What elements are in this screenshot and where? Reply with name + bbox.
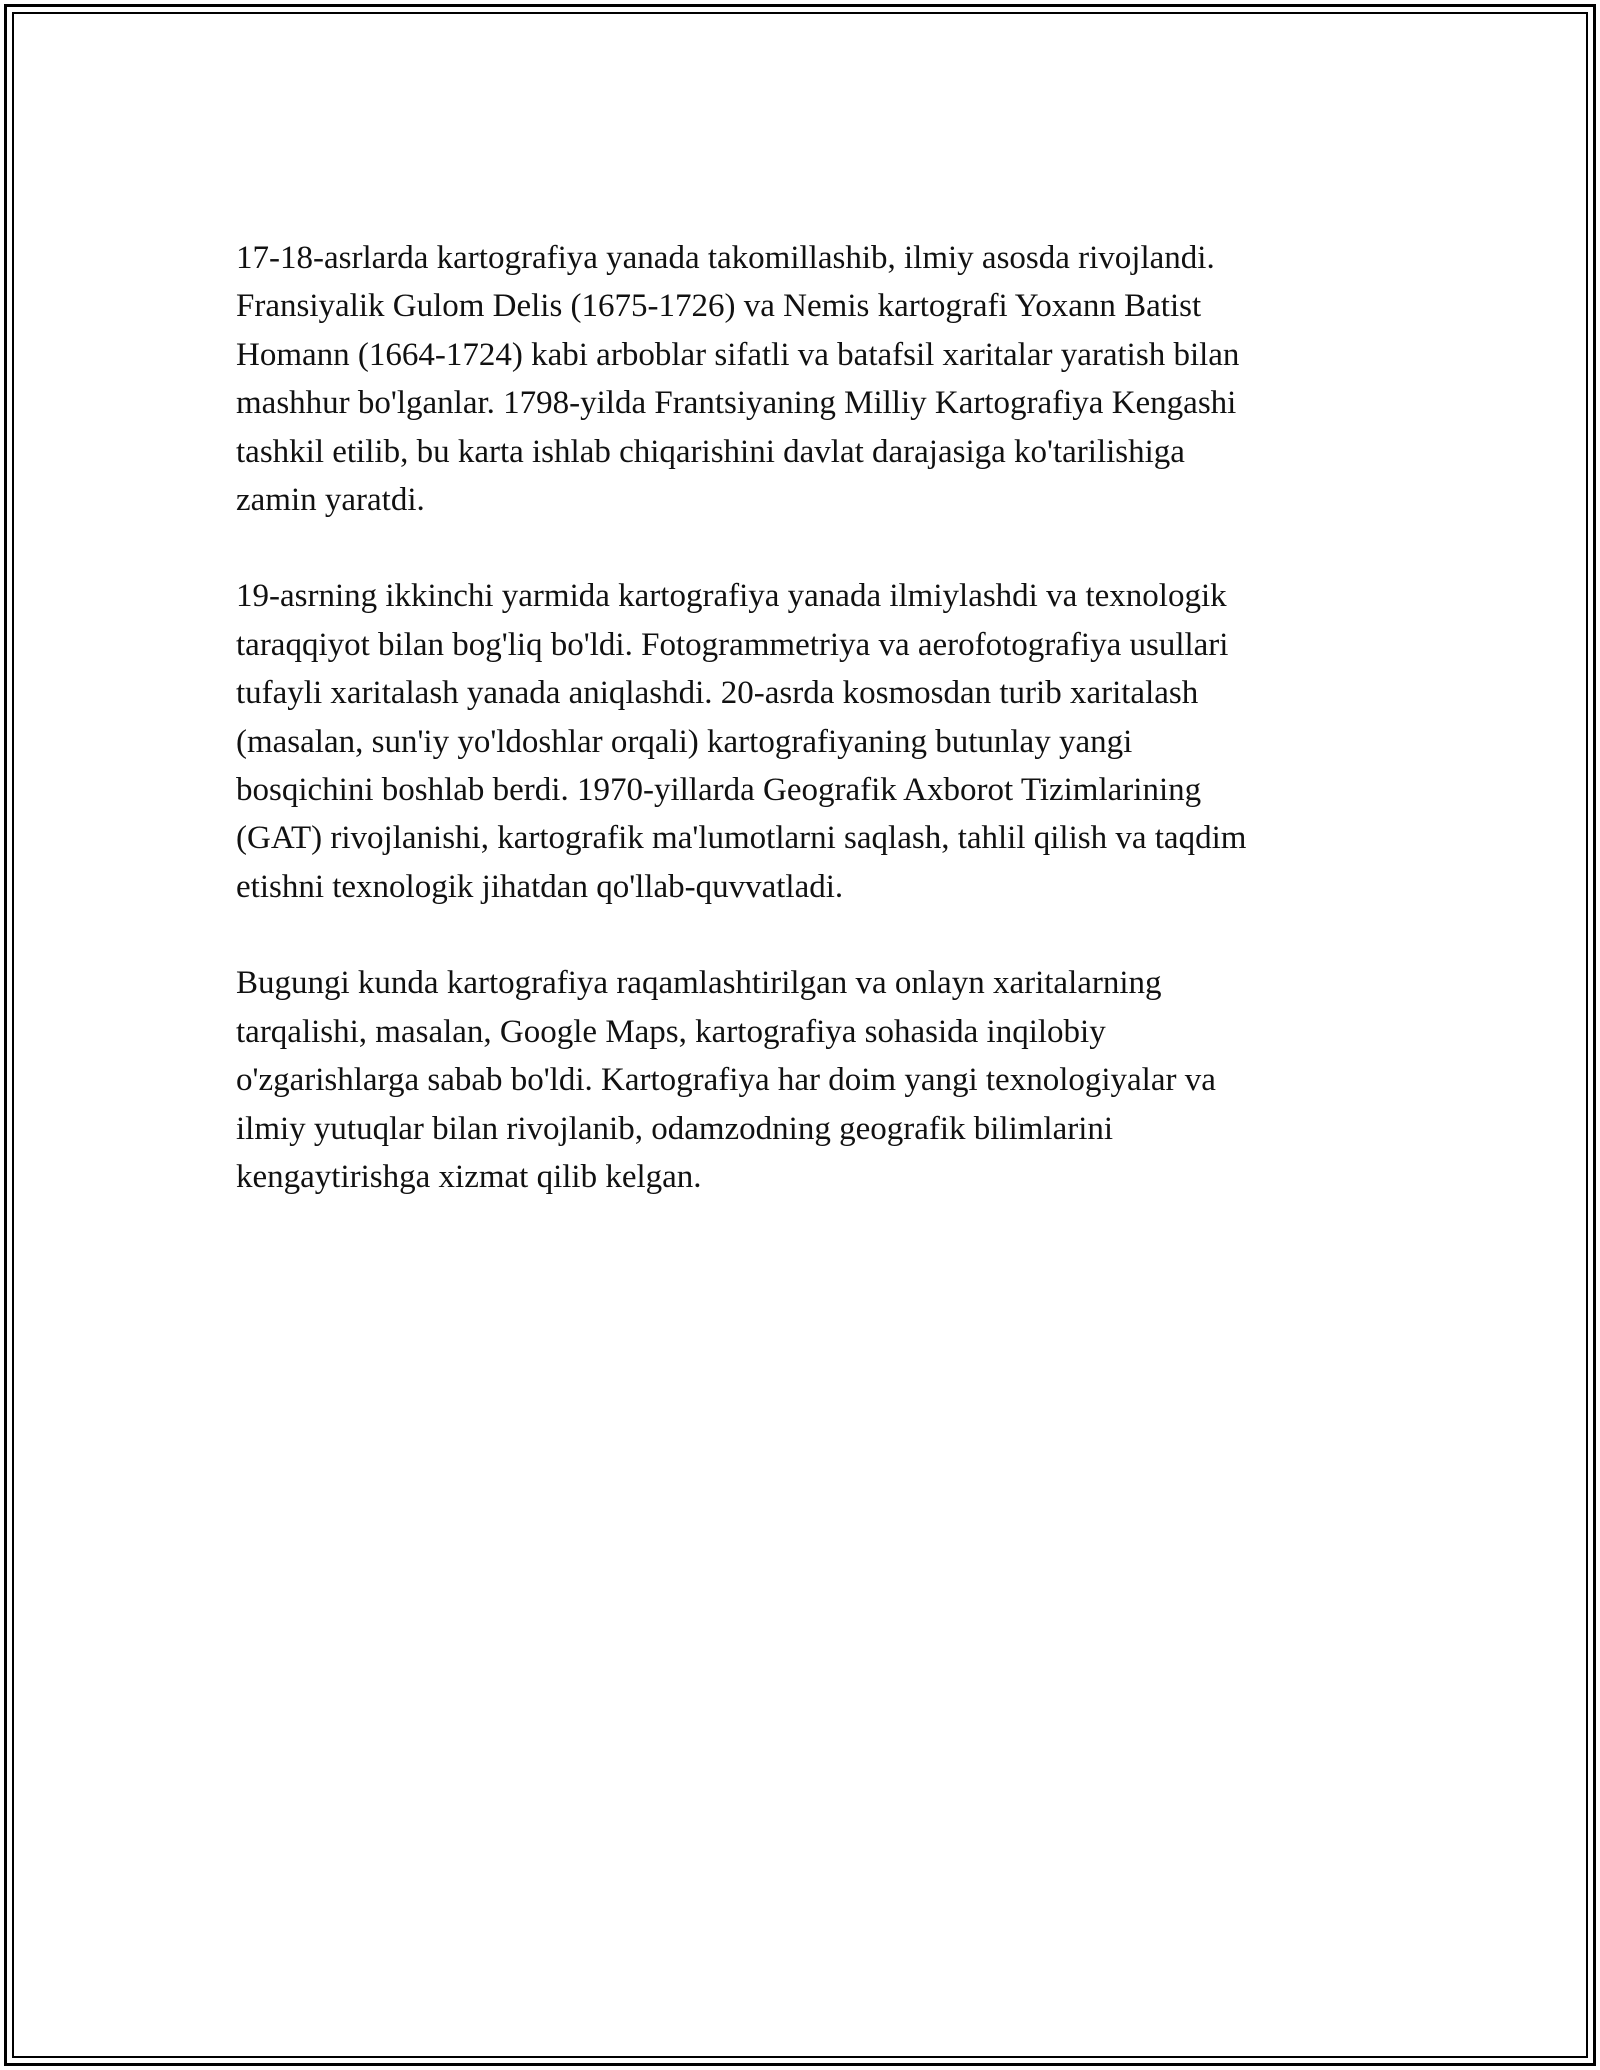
text-line: Homann (1664-1724) kabi arboblar sifatli va batafsil xaritalar yaratish bilan	[236, 336, 1240, 373]
text-line: (masalan, sun'iy yo'ldoshlar orqali) kartografiyaning butunlay yangi	[236, 723, 1133, 760]
text-line: kengaytirishga xizmat qilib kelgan.	[236, 1158, 702, 1195]
text-line: o'zgarishlarga sabab bo'ldi. Kartografiya har doim yangi texnologiyalar va	[236, 1062, 1216, 1099]
text-line: ilmiy yutuqlar bilan rivojlanib, odamzodning geografik bilimlarini	[236, 1110, 1114, 1147]
text-line: bosqichini boshlab berdi. 1970-yillarda Geografik Axborot Tizimlarining	[236, 772, 1202, 809]
text-line: (GAT) rivojlanishi, kartografik ma'lumotlarni saqlash, tahlil qilish va taqdim	[236, 820, 1247, 857]
text-line: mashhur bo'lganlar. 1798-yilda Frantsiyaning Milliy Kartografiya Kengashi	[236, 385, 1237, 422]
text-line: Fransiyalik Gulom Delis (1675-1726) va Nemis kartografi Yoxann Batist	[236, 288, 1202, 325]
text-line: 17-18-asrlarda kartografiya yanada takomillashib, ilmiy asosda rivojlandi.	[236, 240, 1215, 276]
text-line: Bugungi kunda kartografiya raqamlashtirilgan va onlayn xaritalarning	[236, 965, 1162, 1002]
text-line: etishni texnologik jihatdan qo'llab-quvvatladi.	[236, 868, 844, 905]
text-line: tashkil etilib, bu karta ishlab chiqarishini davlat darajasiga ko'tarilishiga	[236, 433, 1185, 470]
text-line: tarqalishi, masalan, Google Maps, kartografiya sohasida inqilobiy	[236, 1013, 1106, 1050]
paragraph-1	[236, 234, 1376, 524]
document-body	[236, 234, 1376, 1249]
paragraph-2	[236, 572, 1376, 911]
text-line: tufayli xaritalash yanada aniqlashdi. 20-asrda kosmosdan turib xaritalash	[236, 675, 1199, 712]
text-line: taraqqiyot bilan bog'liq bo'ldi. Fotogrammetriya va aerofotografiya usullari	[236, 626, 1229, 663]
paragraph-3	[236, 959, 1376, 1201]
text-line: zamin yaratdi.	[236, 482, 425, 519]
text-line: 19-asrning ikkinchi yarmida kartografiya yanada ilmiylashdi va texnologik	[236, 578, 1227, 615]
